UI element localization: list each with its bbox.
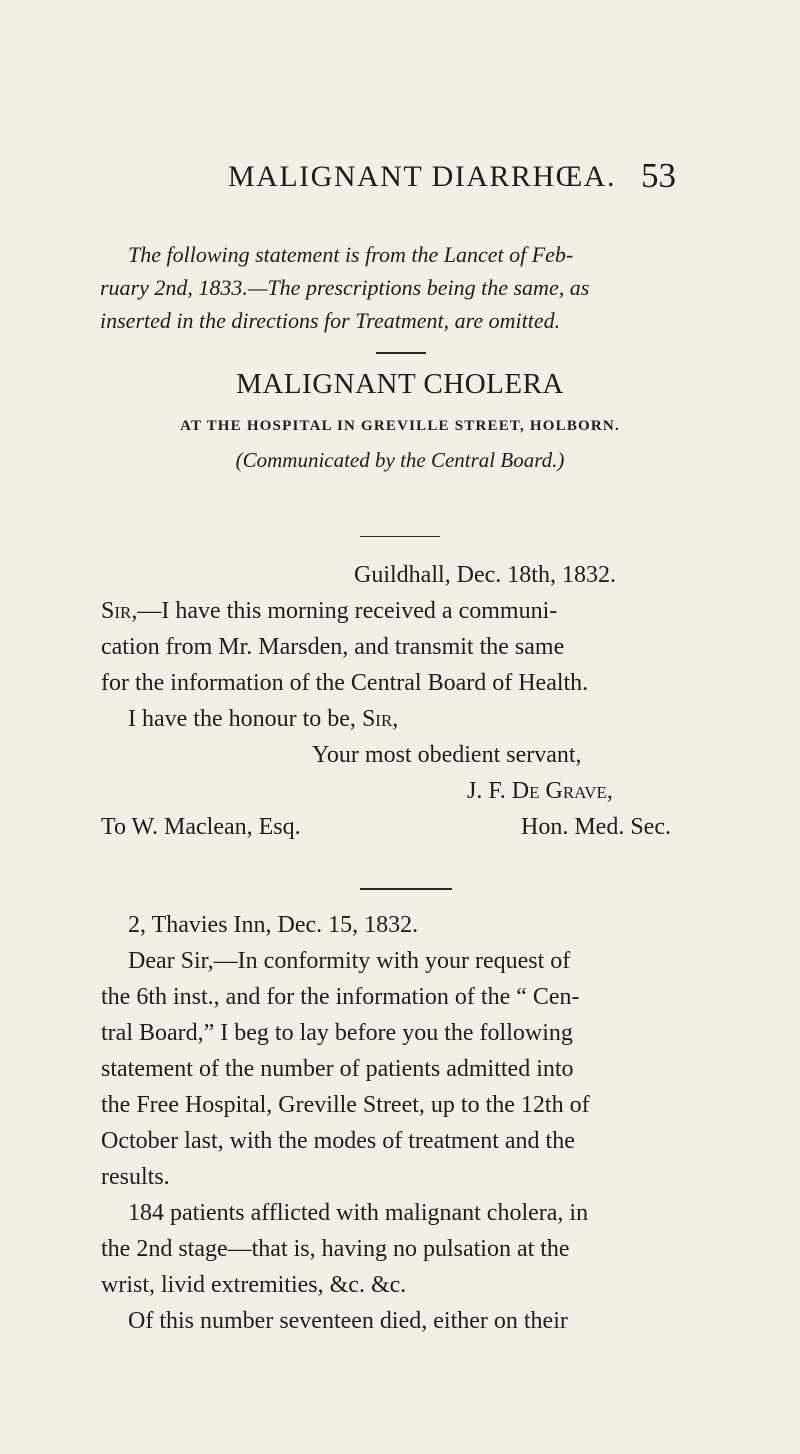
- letter2-line-4: statement of the number of patients admitted into: [101, 1056, 574, 1082]
- letter1-line-2: cation from Mr. Marsden, and transmit the same: [101, 634, 565, 660]
- section-title: MALIGNANT CHOLERA: [236, 368, 564, 400]
- running-title: MALIGNANT DIARRHŒA.: [228, 160, 616, 193]
- letter1-signature: [467, 778, 613, 805]
- communicated-note: (Communicated by the Central Board.): [235, 448, 565, 472]
- section-rule-2: [360, 536, 440, 537]
- letter2-line-1: Dear Sir,—In conformity with your request of: [128, 948, 571, 974]
- letter1-dateline: Guildhall, Dec. 18th, 1832.: [354, 562, 616, 588]
- letter2-line-5: the Free Hospital, Greville Street, up to the 12th of: [101, 1092, 590, 1118]
- letter2-line-3: tral Board,” I beg to lay before you the following: [101, 1020, 573, 1046]
- page-number: 53: [641, 156, 676, 195]
- signature-initials: J. F.: [467, 778, 512, 804]
- letter1-recipient: To W. Maclean, Esq.: [101, 814, 301, 840]
- letter1-line-1-text: —I have this morning received a communi-: [137, 598, 558, 624]
- letter1-line-4-text: I have the honour to be,: [128, 706, 362, 732]
- letter1-line-3: for the information of the Central Board of Health.: [101, 670, 589, 696]
- intro-line-1: The following statement is from the Lancet of Feb-: [128, 242, 574, 267]
- intro-line-3: inserted in the directions for Treatment, are omitted.: [100, 308, 561, 333]
- letter2-line-2: the 6th inst., and for the information of the “ Cen-: [101, 984, 580, 1010]
- salutation: Sir,: [101, 598, 138, 624]
- letter1-line-4: [128, 706, 398, 733]
- letter2-dateline: 2, Thavies Inn, Dec. 15, 1832.: [128, 912, 419, 938]
- letter1-signer-title: Hon. Med. Sec.: [521, 814, 671, 840]
- section-rule-3: [360, 888, 452, 890]
- letter2-line-8: 184 patients afflicted with malignant cholera, in: [128, 1200, 589, 1226]
- letter2-line-7: results.: [101, 1164, 170, 1190]
- letter1-closing: Your most obedient servant,: [312, 742, 582, 768]
- section-rule-1: [376, 352, 426, 354]
- section-subtitle: AT THE HOSPITAL IN GREVILLE STREET, HOLBORN.: [180, 418, 620, 434]
- letter1-line-4-sir: Sir,: [361, 706, 399, 732]
- signature-name: De Grave,: [511, 778, 613, 804]
- letter1-line-1: [101, 598, 557, 625]
- letter2-line-6: October last, with the modes of treatment and the: [101, 1128, 575, 1154]
- letter2-line-11: Of this number seventeen died, either on their: [128, 1308, 568, 1334]
- letter2-line-9: the 2nd stage—that is, having no pulsation at the: [101, 1236, 570, 1262]
- letter2-line-10: wrist, livid extremities, &c. &c.: [101, 1272, 407, 1298]
- intro-line-2: ruary 2nd, 1833.—The prescriptions being the same, as: [100, 275, 590, 300]
